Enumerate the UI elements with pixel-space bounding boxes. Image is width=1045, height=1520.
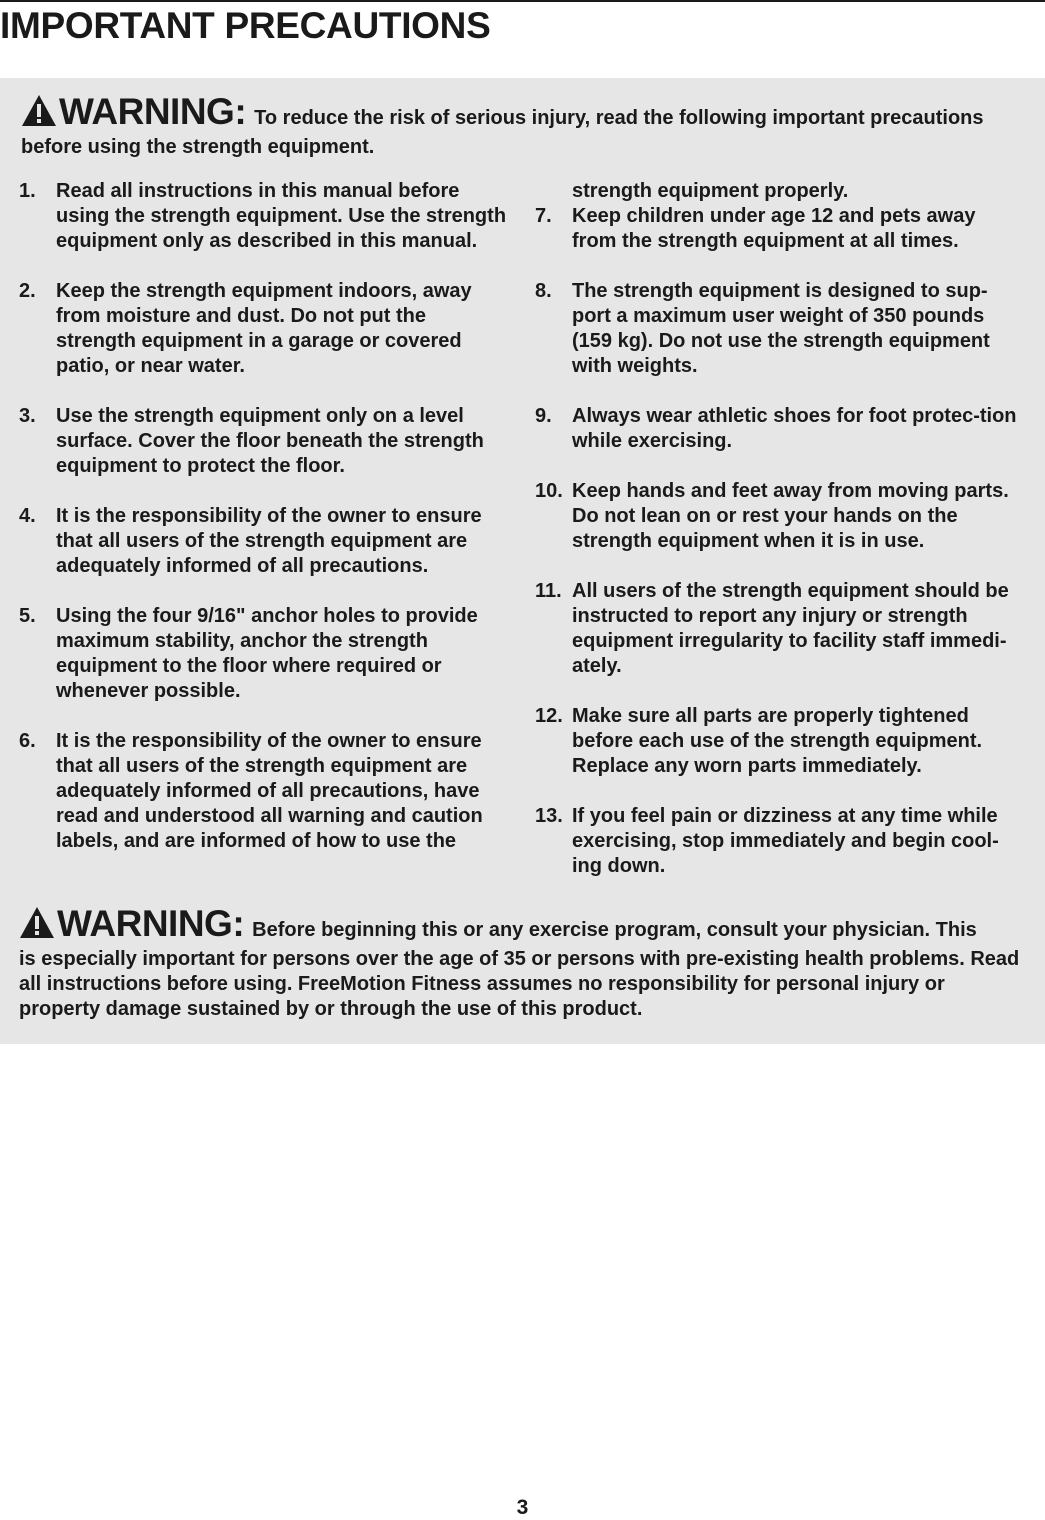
list-item xyxy=(535,204,1025,254)
item-text: Use the strength equipment only on a level surface. Cover the floor beneath the strength equipment to protect the floor. xyxy=(56,405,484,477)
item-text: If you feel pain or dizziness at any time while exercising, stop immediately and begin cool-ing down. xyxy=(572,805,999,877)
item-text: The strength equipment is designed to sup-port a maximum user weight of 350 pounds (159 kg). Do not use the strength equipment with weights. xyxy=(572,280,990,377)
item-number: 8. xyxy=(535,280,552,302)
item-text: All users of the strength equipment should be instructed to report any injury or strength equipment irregularity to facility staff immedi-ately. xyxy=(572,580,1009,677)
precautions-right-column xyxy=(535,179,1025,879)
item-number: 1. xyxy=(19,180,36,202)
warning-text: To reduce the risk of serious injury, read the following important precautions xyxy=(254,107,984,129)
list-item xyxy=(19,279,509,379)
warning-continuation: before using the strength equipment. xyxy=(21,136,375,158)
item-number: 10. xyxy=(535,480,563,502)
item-number: 6. xyxy=(19,730,36,752)
item-text: Keep hands and feet away from moving parts. Do not lean on or rest your hands on the strength equipment when it is in use. xyxy=(572,480,1009,552)
list-item xyxy=(535,804,1025,879)
item-number: 2. xyxy=(19,280,36,302)
list-item xyxy=(19,504,509,579)
precautions-left-column xyxy=(19,179,509,854)
warning-top xyxy=(21,91,1033,160)
list-item xyxy=(535,704,1025,779)
item-number: 12. xyxy=(535,705,563,727)
list-item xyxy=(535,279,1025,379)
item-number: 4. xyxy=(19,505,36,527)
item-number: 9. xyxy=(535,405,552,427)
list-item xyxy=(535,404,1025,454)
warning-text: Before beginning this or any exercise program, consult your physician. This xyxy=(252,919,977,941)
warning-triangle-icon xyxy=(19,906,55,939)
list-item xyxy=(535,579,1025,679)
list-item xyxy=(19,604,509,704)
warning-label: WARNING: xyxy=(57,903,245,944)
item-number: 13. xyxy=(535,805,563,827)
item-text: Keep the strength equipment indoors, away from moisture and dust. Do not put the strength equipment in a garage or covered patio, or near water. xyxy=(56,280,472,377)
item-text: Always wear athletic shoes for foot protec-tion while exercising. xyxy=(572,405,1017,452)
item-continuation: strength equipment properly. xyxy=(572,180,849,202)
warning-label: WARNING: xyxy=(59,91,247,132)
top-rule xyxy=(0,0,1045,2)
list-item xyxy=(19,404,509,479)
item-text: Keep children under age 12 and pets away from the strength equipment at all times. xyxy=(572,205,976,252)
item-text: It is the responsibility of the owner to ensure that all users of the strength equipment are adequately informed of all precautions. xyxy=(56,505,482,577)
list-item xyxy=(19,729,509,854)
item-text: Read all instructions in this manual before using the strength equipment. Use the strength equipment only as described in this manual. xyxy=(56,180,507,252)
item-text: Make sure all parts are properly tightened before each use of the strength equipment. Replace any worn parts immediately. xyxy=(572,705,983,777)
warning-triangle-icon xyxy=(21,94,57,127)
item-number: 3. xyxy=(19,405,36,427)
item-number: 11. xyxy=(535,580,562,602)
item-text: Using the four 9/16" anchor holes to provide maximum stability, anchor the strength equipment to the floor where required or whenever possible. xyxy=(56,605,478,702)
page-title: IMPORTANT PRECAUTIONS xyxy=(0,5,491,46)
item-number: 5. xyxy=(19,605,36,627)
page-number: 3 xyxy=(516,1496,529,1519)
item-number: 7. xyxy=(535,205,552,227)
list-item xyxy=(535,479,1025,554)
list-item xyxy=(19,179,509,254)
precautions-panel xyxy=(0,78,1045,1044)
warning-continuation: is especially important for persons over the age of 35 or persons with pre-existing health problems. Read all instructions before using. FreeMotion Fitness assumes no responsibility for personal injury or property damage sustained by or through the use of this product. xyxy=(19,948,1020,1020)
item-text: It is the responsibility of the owner to ensure that all users of the strength equipment are adequately informed of all precautions, have read and understood all warning and caution labels, and are informed of how to use the xyxy=(56,730,483,852)
warning-bottom xyxy=(19,903,1031,1022)
